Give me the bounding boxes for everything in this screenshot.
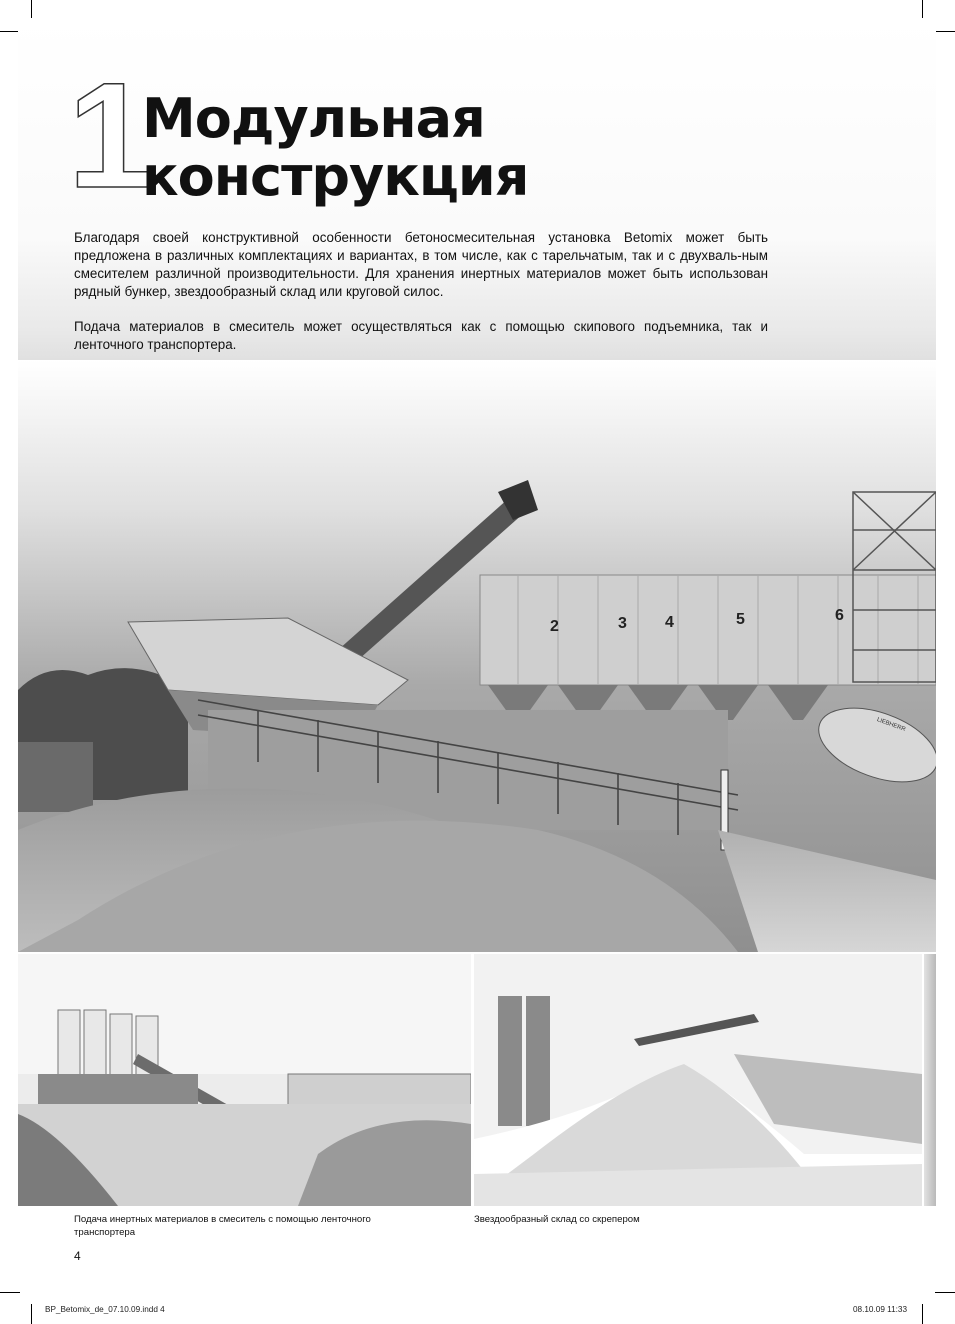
bin-number-label: 5	[736, 611, 745, 628]
bin-number-label: 2	[550, 618, 559, 635]
crop-mark	[922, 0, 923, 20]
crop-mark	[0, 1292, 20, 1293]
slug-filename: BP_Betomix_de_07.10.09.indd 4	[45, 1305, 165, 1314]
page-number: 4	[74, 1249, 81, 1263]
bin-number-label: 3	[618, 615, 627, 632]
slug-date: 08.10.09 11:33	[853, 1305, 908, 1314]
crop-mark	[935, 1292, 955, 1293]
bin-number-label: 6	[835, 607, 844, 624]
chapter-title-line-1: Модульная	[142, 87, 485, 150]
chapter-number: 1	[68, 51, 152, 219]
crop-mark	[0, 31, 20, 32]
header-background	[18, 18, 936, 418]
crop-mark	[935, 31, 955, 32]
chapter-title-line-2: конструкция	[142, 145, 529, 208]
caption-left: Подача инертных материалов в смеситель с помощью ленточного транспортера	[74, 1214, 371, 1238]
crop-mark	[31, 1304, 32, 1324]
crop-mark	[31, 0, 32, 20]
chapter-title	[142, 87, 662, 208]
caption-right: Звездообразный склад со скрепером	[474, 1214, 640, 1225]
photo-edge-strip	[924, 954, 936, 1206]
intro-paragraph-2: Подача материалов в смеситель может осуществляться как с помощью скипового подъемника, так и ленточного транспортера.	[74, 319, 768, 352]
photo-belt-conveyor-plant	[18, 954, 471, 1206]
crop-mark	[922, 1304, 923, 1324]
intro-paragraph-1: Благодаря своей конструктивной особенности бетоносмесительная установка Betomix может быть предложена в различных комплектациях и вариантах, в том числе, как с тарельчатым, так и с двухваль-ным смесителем различной производительности. Для хранения инертных материалов может быть использован рядный бункер, звездообразный склад или круговой силос.	[74, 230, 768, 299]
main-photo-batching-plant	[18, 360, 936, 952]
bin-number-label: 4	[665, 614, 674, 631]
photo-star-stockpile-scraper	[474, 954, 922, 1206]
truck-lettering: LIEBHERR	[875, 717, 907, 733]
